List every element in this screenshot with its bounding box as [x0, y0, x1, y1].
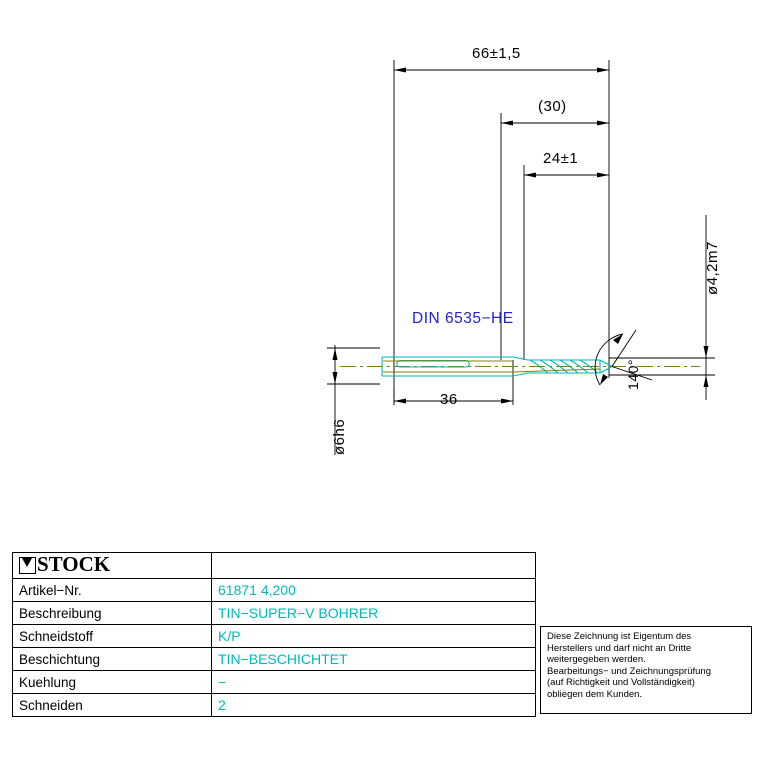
- notes-line-6: obliegen dem Kunden.: [547, 688, 643, 700]
- table-row: [13, 648, 536, 671]
- table-row: [13, 671, 536, 694]
- table-row: [13, 625, 536, 648]
- stock-triangle-icon: [19, 557, 36, 574]
- table-row: [13, 694, 536, 717]
- row-label-flutes: Schneiden: [13, 694, 212, 717]
- dimension-overall-length: [394, 60, 609, 405]
- logo-cell: [13, 553, 212, 579]
- row-value-description: TIN−SUPER−V BOHRER: [212, 602, 536, 625]
- label-flute-length: 24±1: [543, 150, 579, 167]
- row-value-cooling: −: [212, 671, 536, 694]
- brand-logo-text: STOCK: [37, 552, 111, 576]
- label-shank-diameter: ø6h6: [331, 418, 348, 455]
- label-shank-length: 36: [440, 391, 458, 408]
- logo-row-spacer: [212, 553, 536, 579]
- notes-line-1: Diese Zeichnung ist Eigentum des: [547, 631, 692, 642]
- title-block-logo-row: [13, 553, 536, 579]
- row-label-description: Beschreibung: [13, 602, 212, 625]
- row-label-coating: Beschichtung: [13, 648, 212, 671]
- row-label-cutting-material: Schneidstoff: [13, 625, 212, 648]
- label-drill-diameter: ø4,2m7: [704, 241, 721, 295]
- notes-line-5: (auf Richtigkeit und Vollständigkeit): [547, 677, 695, 688]
- table-row: [13, 579, 536, 602]
- notes-line-3: weitergegeben werden.: [547, 654, 646, 665]
- row-value-cutting-material: K/P: [212, 625, 536, 648]
- row-label-article-number: Artikel−Nr.: [13, 579, 212, 602]
- label-overall-length: 66±1,5: [472, 45, 521, 62]
- row-value-article-number: 61871 4,200: [212, 579, 536, 602]
- row-value-flutes: 2: [212, 694, 536, 717]
- table-row: [13, 602, 536, 625]
- title-block: [12, 552, 536, 717]
- dimension-flute-length: [524, 165, 609, 360]
- arrowheads-point-angle: [600, 334, 623, 385]
- row-label-cooling: Kuehlung: [13, 671, 212, 694]
- row-value-coating: TIN−BESCHICHTET: [212, 648, 536, 671]
- notes-line-4: Bearbeitungs− und Zeichnungsprüfung: [547, 665, 711, 677]
- notes-line-2: Herstellers und darf nicht an Dritte: [547, 642, 692, 654]
- label-point-angle: 140°: [625, 359, 641, 390]
- label-standard-note: DIN 6535−HE: [412, 310, 514, 327]
- copyright-notes-box: [540, 626, 752, 714]
- label-flute-ref-length: (30): [538, 98, 567, 115]
